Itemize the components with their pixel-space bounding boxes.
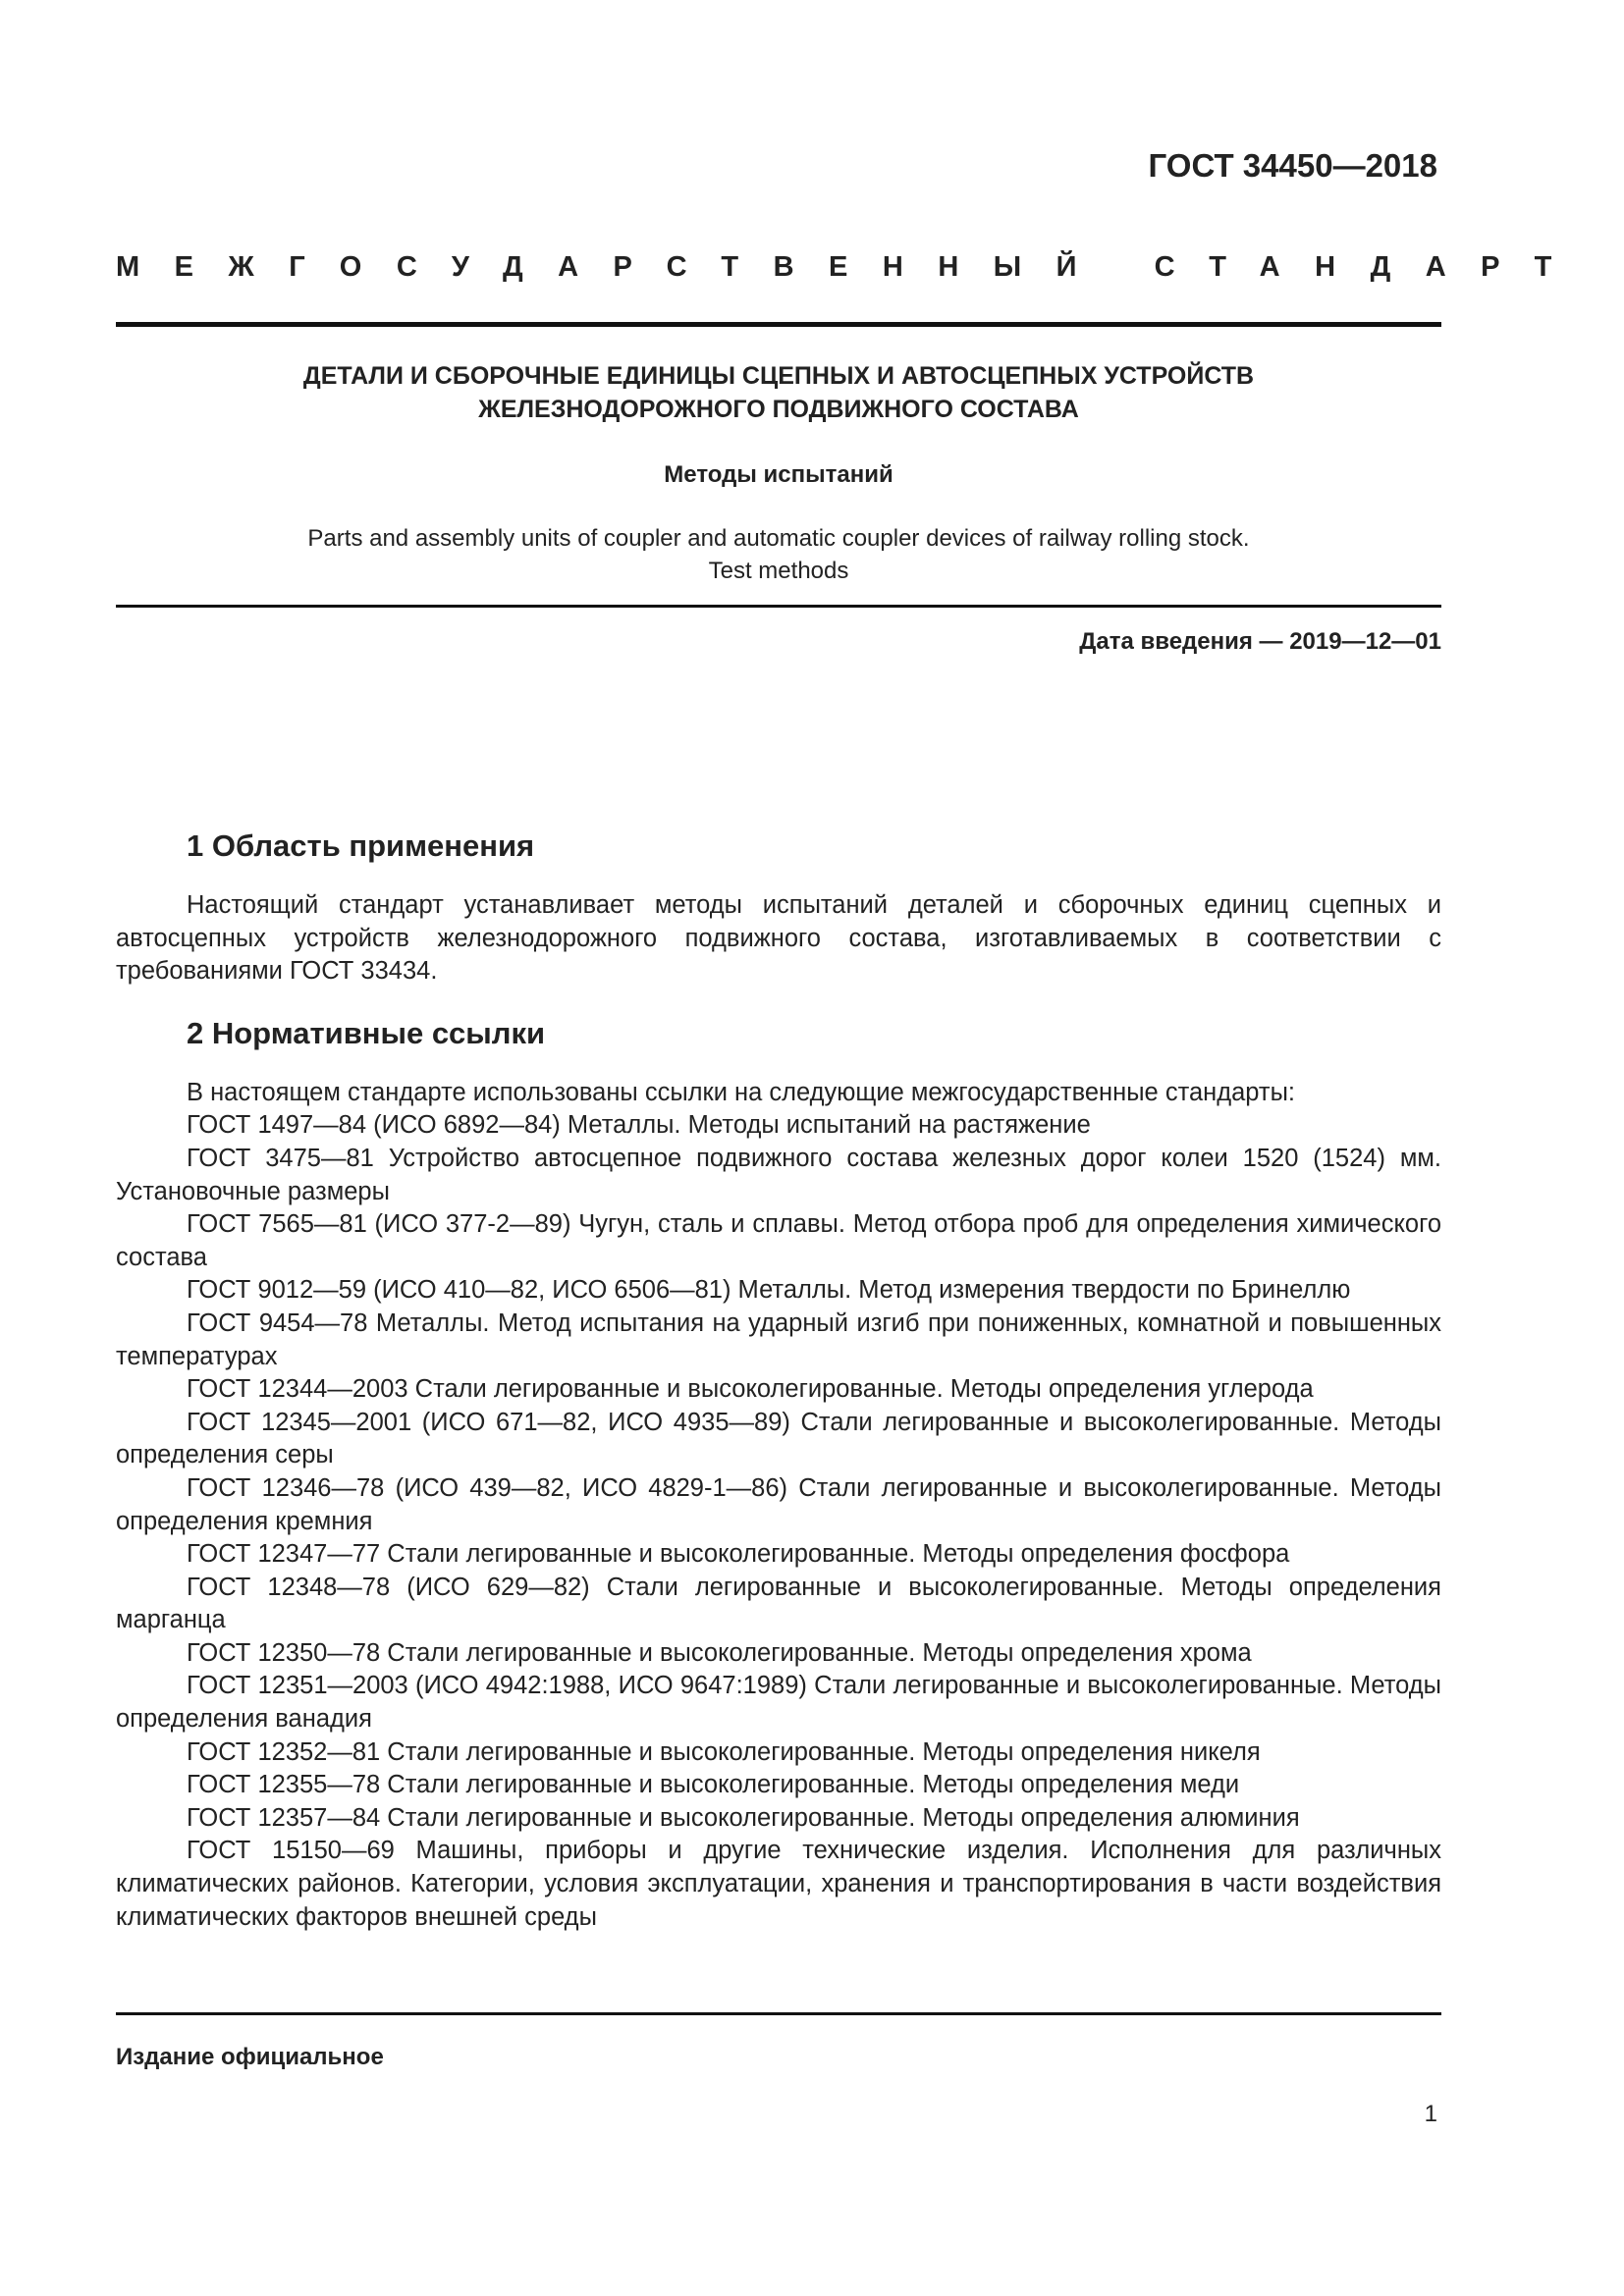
title-line-1: ДЕТАЛИ И СБОРОЧНЫЕ ЕДИНИЦЫ СЦЕПНЫХ И АВТОСЦЕПНЫХ УСТРОЙСТВ bbox=[302, 362, 1255, 390]
title-rule bbox=[116, 605, 1441, 608]
english-title bbox=[116, 522, 1441, 587]
document-subtitle: Методы испытаний bbox=[664, 461, 893, 488]
edition-label: Издание официальное bbox=[116, 2044, 384, 2070]
reference-item: ГОСТ 12346—78 (ИСО 439—82, ИСО 4829-1—86) Стали легированные и высоколегированные. Методы определения кремния bbox=[116, 1473, 1441, 1535]
reference-item: ГОСТ 12345—2001 (ИСО 671—82, ИСО 4935—89) Стали легированные и высоколегированные. Методы определения серы bbox=[116, 1408, 1441, 1469]
document-body bbox=[116, 827, 1441, 1934]
reference-item: ГОСТ 1497—84 (ИСО 6892—84) Металлы. Методы испытаний на растяжение bbox=[187, 1111, 1091, 1140]
section-2-intro: В настоящем стандарте использованы ссылки на следующие межгосударственные стандарты: bbox=[187, 1078, 1295, 1106]
section-1-heading: 1 Область применения bbox=[187, 828, 535, 863]
reference-item: ГОСТ 12347—77 Стали легированные и высоколегированные. Методы определения фосфора bbox=[187, 1540, 1290, 1569]
header-rule bbox=[116, 322, 1441, 327]
reference-item: ГОСТ 15150—69 Машины, приборы и другие технические изделия. Исполнения для различных климатических районов. Категории, условия эксплуатации, хранения и транспортирования в части воздействия климатических факторов внешней среды bbox=[116, 1837, 1441, 1931]
section-2-heading: 2 Нормативные ссылки bbox=[187, 1015, 546, 1050]
standard-type-label: МЕЖГОСУДАРСТВЕННЫЙ СТАНДАРТ bbox=[116, 251, 1587, 283]
reference-item: ГОСТ 9454—78 Металлы. Метод испытания на ударный изгиб при пониженных, комнатной и повышенных температурах bbox=[116, 1308, 1441, 1370]
intro-date: Дата введения — 2019—12—01 bbox=[1079, 628, 1441, 655]
title-line-2: ЖЕЛЕЗНОДОРОЖНОГО ПОДВИЖНОГО СОСТАВА bbox=[478, 396, 1079, 423]
reference-item: ГОСТ 12355—78 Стали легированные и высоколегированные. Методы определения меди bbox=[187, 1771, 1240, 1799]
reference-item: ГОСТ 12351—2003 (ИСО 4942:1988, ИСО 9647:1989) Стали легированные и высоколегированные. Методы определения ванадия bbox=[116, 1672, 1441, 1734]
reference-item: ГОСТ 12348—78 (ИСО 629—82) Стали легированные и высоколегированные. Методы определения марганца bbox=[116, 1573, 1441, 1634]
reference-item: ГОСТ 12357—84 Стали легированные и высоколегированные. Методы определения алюминия bbox=[187, 1803, 1300, 1832]
section-1-text: Настоящий стандарт устанавливает методы испытаний деталей и сборочных единиц сцепных и автосцепных устройств железнодорожного подвижного состава, изготавливаемых в соответствии с требованиями ГОСТ 33434. bbox=[116, 891, 1441, 986]
page-number: 1 bbox=[1424, 2101, 1437, 2127]
reference-item: ГОСТ 12350—78 Стали легированные и высоколегированные. Методы определения хрома bbox=[187, 1638, 1252, 1667]
reference-item: ГОСТ 12352—81 Стали легированные и высоколегированные. Методы определения никеля bbox=[187, 1737, 1261, 1766]
english-title-line-2: Test methods bbox=[708, 558, 849, 584]
document-code: ГОСТ 34450—2018 bbox=[1148, 147, 1437, 184]
english-title-line-1: Parts and assembly units of coupler and automatic coupler devices of railway rolling stock. bbox=[307, 525, 1250, 552]
reference-item: ГОСТ 7565—81 (ИСО 377-2—89) Чугун, сталь и сплавы. Метод отбора проб для определения химического состава bbox=[116, 1210, 1441, 1271]
document-title bbox=[116, 359, 1441, 426]
reference-item: ГОСТ 12344—2003 Стали легированные и высоколегированные. Методы определения углерода bbox=[187, 1375, 1314, 1404]
reference-item: ГОСТ 9012—59 (ИСО 410—82, ИСО 6506—81) Металлы. Метод измерения твердости по Бринеллю bbox=[187, 1276, 1351, 1305]
references-list bbox=[116, 1109, 1441, 1934]
reference-item: ГОСТ 3475—81 Устройство автосцепное подвижного состава железных дорог колеи 1520 (1524) мм. Установочные размеры bbox=[116, 1144, 1441, 1205]
footer-rule bbox=[116, 2012, 1441, 2015]
